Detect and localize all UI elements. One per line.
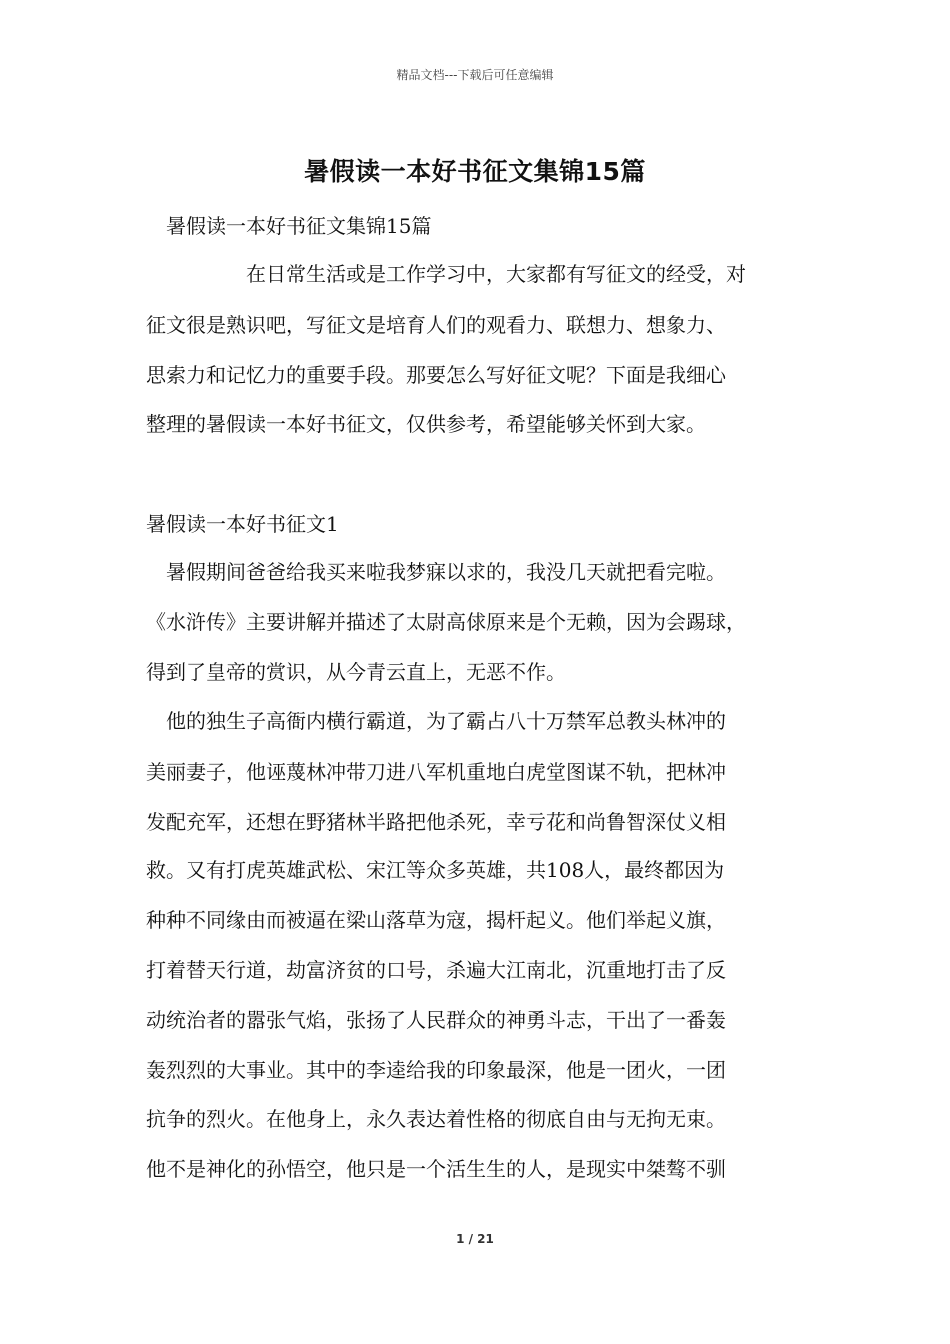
- paragraph-line: 暑假期间爸爸给我买来啦我梦寐以求的，我没几天就把看完啦。: [166, 560, 726, 584]
- document-subtitle: 暑假读一本好书征文集锦15篇: [166, 214, 432, 238]
- page-number: 1 / 21: [456, 1232, 494, 1246]
- intro-line: 整理的暑假读一本好书征文，仅供参考，希望能够关怀到大家。: [146, 412, 706, 436]
- paragraph-line: 轰烈烈的大事业。其中的李逵给我的印象最深，他是一团火，一团: [146, 1058, 726, 1082]
- paragraph-line: 救。又有打虎英雄武松、宋江等众多英雄，共108人，最终都因为: [146, 858, 725, 882]
- paragraph-line: 美丽妻子，他诬蔑林冲带刀进八军机重地白虎堂图谋不轨，把林冲: [146, 760, 726, 784]
- paragraph-line: 动统治者的嚣张气焰，张扬了人民群众的神勇斗志，干出了一番轰: [146, 1008, 726, 1032]
- section-heading: 暑假读一本好书征文1: [146, 512, 339, 536]
- paragraph-line: 抗争的烈火。在他身上，永久表达着性格的彻底自由与无拘无束。: [146, 1107, 726, 1131]
- paragraph-line: 得到了皇帝的赏识，从今青云直上，无恶不作。: [146, 660, 566, 684]
- paragraph-line: 《水浒传》主要讲解并描述了太尉高俅原来是个无赖，因为会踢球，: [146, 610, 746, 634]
- paragraph-line: 发配充军，还想在野猪林半路把他杀死，幸亏花和尚鲁智深仗义相: [146, 810, 726, 834]
- paragraph-line: 他不是神化的孙悟空，他只是一个活生生的人，是现实中桀骜不驯: [146, 1157, 726, 1181]
- intro-line: 思索力和记忆力的重要手段。那要怎么写好征文呢？下面是我细心: [146, 363, 726, 387]
- document-title: 暑假读一本好书征文集锦15篇: [304, 157, 646, 186]
- intro-line: 征文很是熟识吧，写征文是培育人们的观看力、联想力、想象力、: [146, 313, 726, 337]
- intro-line: 在日常生活或是工作学习中，大家都有写征文的经受，对: [246, 262, 746, 286]
- page-header: 精品文档---下载后可任意编辑: [396, 68, 554, 82]
- paragraph-line: 他的独生子高衙内横行霸道，为了霸占八十万禁军总教头林冲的: [166, 709, 726, 733]
- paragraph-line: 打着替天行道，劫富济贫的口号，杀遍大江南北，沉重地打击了反: [146, 958, 726, 982]
- paragraph-line: 种种不同缘由而被逼在梁山落草为寇，揭杆起义。他们举起义旗，: [146, 908, 726, 932]
